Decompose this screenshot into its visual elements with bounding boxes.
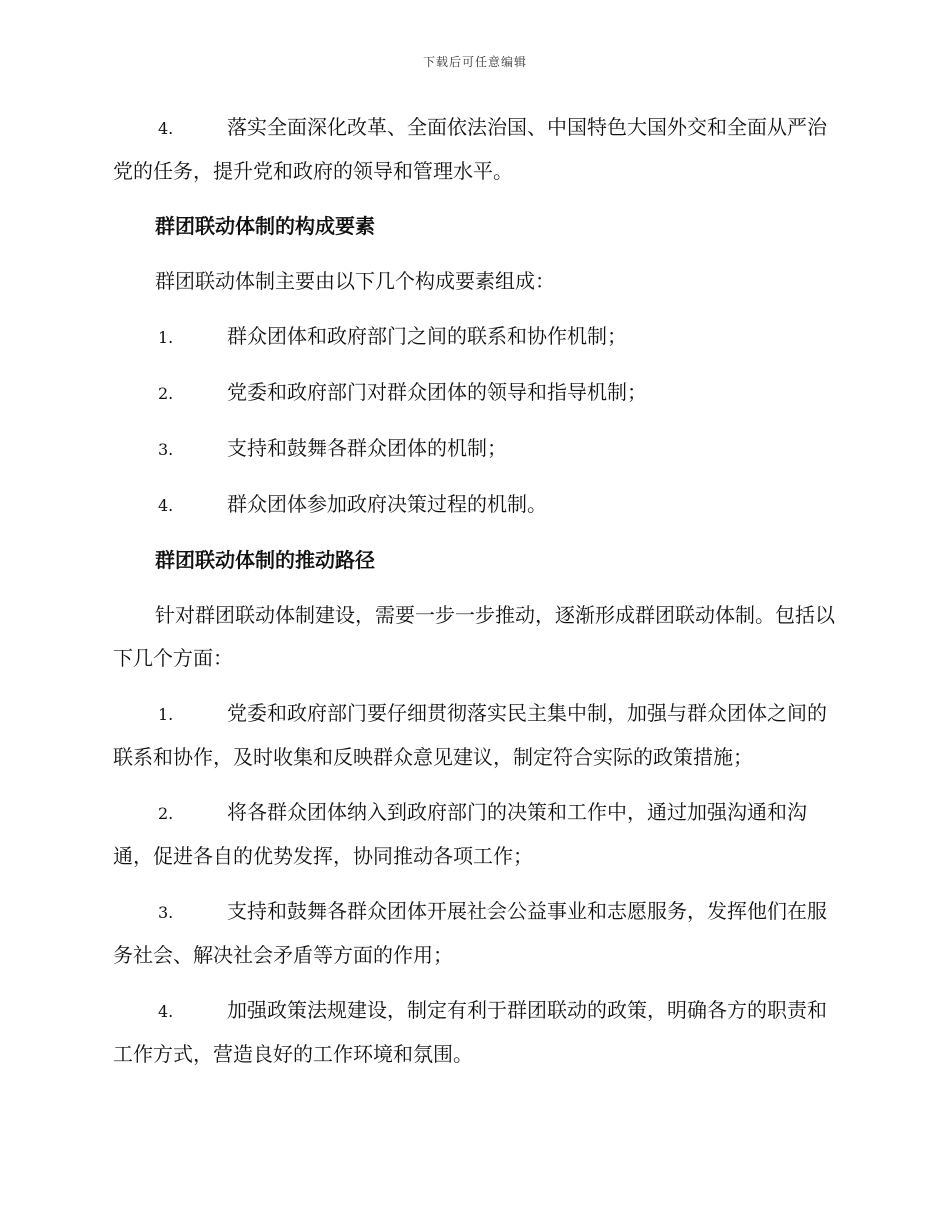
document-body: [113, 106, 837, 1088]
list-number: 3.: [158, 903, 174, 922]
page-header: 下载后可任意编辑: [422, 55, 527, 69]
list-text: 加强政策法规建设，制定有利于群团联动的政策，明确各方的职责和工作方式，营造良好的工作环境和氛围。: [113, 998, 827, 1066]
list-number: 4.: [158, 1002, 174, 1021]
list-item: [113, 483, 837, 527]
list-item: [113, 692, 837, 779]
list-item: [113, 371, 837, 415]
section-heading: 群团联动体制的构成要素: [155, 214, 375, 238]
list-number: 1.: [158, 705, 174, 724]
paragraph: 针对群团联动体制建设，需要一步一步推动，逐渐形成群团联动体制。包括以下几个方面：: [113, 603, 835, 670]
list-item: [113, 989, 837, 1076]
list-number: 3.: [158, 440, 174, 459]
list-number: 4.: [158, 119, 174, 138]
list-text: 群众团体和政府部门之间的联系和协作机制；: [227, 324, 627, 348]
list-item: [113, 791, 837, 878]
list-item: [113, 315, 837, 359]
list-text: 支持和鼓舞各群众团体开展社会公益事业和志愿服务，发挥他们在服务社会、解决社会矛盾等方面的作用；: [113, 899, 827, 967]
list-number: 2.: [158, 384, 174, 403]
list-item: [113, 106, 837, 193]
paragraph: 群团联动体制主要由以下几个构成要素组成：: [155, 269, 555, 293]
list-text: 落实全面深化改革、全面依法治国、中国特色大国外交和全面从严治党的任务，提升党和政府的领导和管理水平。: [113, 115, 827, 183]
list-text: 党委和政府部门对群众团体的领导和指导机制；: [227, 380, 647, 404]
list-text: 群众团体参加政府决策过程的机制。: [227, 492, 547, 516]
list-number: 4.: [158, 496, 174, 515]
list-number: 2.: [158, 804, 174, 823]
list-text: 将各群众团体纳入到政府部门的决策和工作中，通过加强沟通和沟通，促进各自的优势发挥，协同推动各项工作；: [113, 800, 807, 868]
section-heading: 群团联动体制的推动路径: [155, 548, 375, 572]
list-text: 党委和政府部门要仔细贯彻落实民主集中制，加强与群众团体之间的联系和协作，及时收集和反映群众意见建议，制定符合实际的政策措施；: [113, 701, 827, 769]
list-number: 1.: [158, 328, 174, 347]
list-item: [113, 890, 837, 977]
list-text: 支持和鼓舞各群众团体的机制；: [227, 436, 507, 460]
list-item: [113, 427, 837, 471]
